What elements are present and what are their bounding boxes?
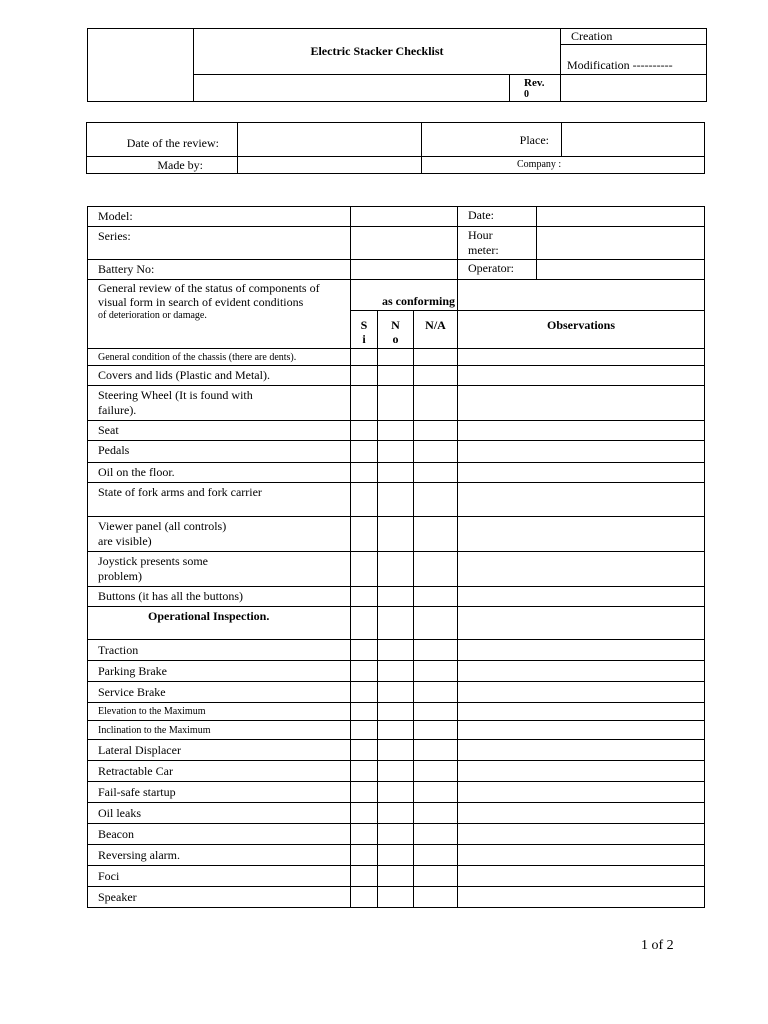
observations-field[interactable] [458, 761, 705, 782]
si-checkbox[interactable] [351, 463, 378, 483]
header-table [87, 28, 707, 102]
col-no-header [378, 311, 414, 349]
rev-number: 0 [524, 89, 529, 100]
intro-cell [88, 280, 351, 349]
intro-line-3: of deterioration or damage. [98, 310, 207, 321]
na-checkbox[interactable] [414, 607, 458, 640]
document-title: Electric Stacker Checklist [194, 29, 561, 75]
list-item [88, 386, 351, 421]
list-item: Buttons (it has all the buttons) [88, 587, 351, 607]
list-item: Beacon [88, 824, 351, 845]
list-item: Reversing alarm. [88, 845, 351, 866]
no-checkbox[interactable] [378, 703, 414, 721]
review-date-field[interactable] [238, 123, 422, 157]
na-checkbox[interactable] [414, 824, 458, 845]
list-item-line-1: Steering Wheel (It is found with [98, 388, 253, 402]
na-checkbox[interactable] [414, 682, 458, 703]
observations-field[interactable] [458, 386, 705, 421]
no-checkbox[interactable] [378, 661, 414, 682]
made-by-field[interactable] [238, 157, 422, 174]
header-subtitle-cell [194, 75, 510, 102]
na-checkbox[interactable] [414, 721, 458, 740]
no-checkbox[interactable] [378, 349, 414, 366]
na-checkbox[interactable] [414, 366, 458, 386]
na-checkbox[interactable] [414, 483, 458, 517]
date-field[interactable] [537, 207, 705, 227]
na-checkbox[interactable] [414, 761, 458, 782]
place-label-cell [422, 123, 562, 157]
made-by-label-cell [87, 157, 238, 174]
si-checkbox[interactable] [351, 661, 378, 682]
no-checkbox[interactable] [378, 517, 414, 552]
observations-field[interactable] [458, 845, 705, 866]
col-observations-header [458, 311, 705, 349]
operator-label: Operator: [458, 260, 537, 280]
observations-field[interactable] [458, 703, 705, 721]
na-checkbox[interactable] [414, 703, 458, 721]
list-item [88, 552, 351, 587]
no-checkbox[interactable] [378, 386, 414, 421]
si-checkbox[interactable] [351, 845, 378, 866]
logo-area [88, 29, 194, 102]
col-na-label: N/A [425, 318, 446, 332]
si-checkbox[interactable] [351, 703, 378, 721]
na-checkbox[interactable] [414, 782, 458, 803]
company-cell [422, 157, 705, 174]
na-checkbox[interactable] [414, 803, 458, 824]
hour-meter-label: Hour meter: [458, 227, 537, 260]
no-checkbox[interactable] [378, 463, 414, 483]
list-item: Speaker [88, 887, 351, 908]
list-item: Foci [88, 866, 351, 887]
observations-field[interactable] [458, 552, 705, 587]
list-item-line-2: failure). [98, 403, 137, 417]
na-checkbox[interactable] [414, 386, 458, 421]
observations-field[interactable] [458, 349, 705, 366]
list-item: Inclination to the Maximum [88, 721, 351, 740]
si-checkbox[interactable] [351, 349, 378, 366]
observations-field[interactable] [458, 887, 705, 908]
rev-label: Rev. [524, 77, 545, 89]
list-item: Lateral Displacer [88, 740, 351, 761]
observations-field[interactable] [458, 866, 705, 887]
date-label: Date: [458, 207, 537, 227]
observations-field[interactable] [458, 740, 705, 761]
si-checkbox[interactable] [351, 682, 378, 703]
list-item-line-1: Joystick presents some [98, 554, 208, 568]
operator-field[interactable] [537, 260, 705, 280]
place-label: Place: [519, 133, 549, 147]
observations-field[interactable] [458, 483, 705, 517]
col-no-letter-1: N [391, 318, 400, 332]
col-si-header [351, 311, 378, 349]
col-no-letter-2: o [392, 332, 399, 346]
modification-label: Modification ---------- [567, 58, 673, 72]
review-date-label-cell [87, 123, 238, 157]
observations-field[interactable] [458, 441, 705, 463]
no-checkbox[interactable] [378, 607, 414, 640]
made-by-label: Made by: [157, 158, 203, 172]
na-checkbox[interactable] [414, 517, 458, 552]
observations-field[interactable] [458, 517, 705, 552]
si-checkbox[interactable] [351, 366, 378, 386]
no-checkbox[interactable] [378, 587, 414, 607]
list-item: Fail-safe startup [88, 782, 351, 803]
observations-field[interactable] [458, 366, 705, 386]
list-item: Elevation to the Maximum [88, 703, 351, 721]
na-checkbox[interactable] [414, 845, 458, 866]
hour-meter-field[interactable] [537, 227, 705, 260]
observations-field[interactable] [458, 682, 705, 703]
list-item [88, 517, 351, 552]
no-checkbox[interactable] [378, 640, 414, 661]
rev-value-cell [561, 75, 707, 102]
observations-field[interactable] [458, 782, 705, 803]
no-checkbox[interactable] [378, 761, 414, 782]
si-checkbox[interactable] [351, 866, 378, 887]
na-checkbox[interactable] [414, 587, 458, 607]
col-observations-label: Observations [547, 318, 616, 332]
list-item: Seat [88, 421, 351, 441]
no-checkbox[interactable] [378, 421, 414, 441]
no-checkbox[interactable] [378, 366, 414, 386]
list-item: Oil on the floor. [88, 463, 351, 483]
col-si-letter-2: i [362, 332, 366, 346]
list-item: Covers and lids (Plastic and Metal). [88, 366, 351, 386]
no-checkbox[interactable] [378, 803, 414, 824]
list-item: Traction [88, 640, 351, 661]
si-checkbox[interactable] [351, 386, 378, 421]
review-date-label: Date of the review: [126, 136, 219, 150]
na-checkbox[interactable] [414, 887, 458, 908]
na-checkbox[interactable] [414, 640, 458, 661]
na-checkbox[interactable] [414, 552, 458, 587]
observations-field[interactable] [458, 661, 705, 682]
no-checkbox[interactable] [378, 740, 414, 761]
na-checkbox[interactable] [414, 866, 458, 887]
list-item-line-2: problem) [98, 569, 142, 583]
intro-line-1: General review of the status of components of [98, 281, 320, 295]
observations-field[interactable] [458, 587, 705, 607]
si-checkbox[interactable] [351, 483, 378, 517]
list-item: Retractable Car [88, 761, 351, 782]
blank-header-cell [458, 280, 705, 311]
si-checkbox[interactable] [351, 441, 378, 463]
intro-line-2: visual form in search of evident conditions [98, 295, 304, 309]
no-checkbox[interactable] [378, 441, 414, 463]
si-checkbox[interactable] [351, 552, 378, 587]
na-checkbox[interactable] [414, 463, 458, 483]
na-checkbox[interactable] [414, 740, 458, 761]
si-checkbox[interactable] [351, 517, 378, 552]
si-checkbox[interactable] [351, 640, 378, 661]
no-checkbox[interactable] [378, 782, 414, 803]
model-field[interactable] [351, 207, 458, 227]
no-checkbox[interactable] [378, 552, 414, 587]
no-checkbox[interactable] [378, 824, 414, 845]
company-label: Company : [517, 159, 562, 170]
observations-field[interactable] [458, 824, 705, 845]
na-checkbox[interactable] [414, 441, 458, 463]
battery-label: Battery No: [88, 260, 351, 280]
series-field[interactable] [351, 227, 458, 260]
na-checkbox[interactable] [414, 421, 458, 441]
si-checkbox[interactable] [351, 721, 378, 740]
si-checkbox[interactable] [351, 607, 378, 640]
si-checkbox[interactable] [351, 887, 378, 908]
si-checkbox[interactable] [351, 740, 378, 761]
na-checkbox[interactable] [414, 661, 458, 682]
series-label: Series: [88, 227, 351, 260]
list-item-line-2: are visible) [98, 534, 152, 548]
list-item: Oil leaks [88, 803, 351, 824]
observations-field[interactable] [458, 421, 705, 441]
place-field[interactable] [562, 123, 705, 157]
list-item: General condition of the chassis (there are dents). [88, 349, 351, 366]
list-item: Pedals [88, 441, 351, 463]
no-checkbox[interactable] [378, 721, 414, 740]
battery-field[interactable] [351, 260, 458, 280]
operational-heading: Operational Inspection. [88, 607, 351, 640]
list-item: State of fork arms and fork carrier [88, 483, 351, 517]
page-number: 1 of 2 [641, 938, 674, 953]
as-conforming-header [351, 280, 458, 311]
no-checkbox[interactable] [378, 682, 414, 703]
no-checkbox[interactable] [378, 866, 414, 887]
review-table [86, 122, 705, 174]
observations-field[interactable] [458, 803, 705, 824]
si-checkbox[interactable] [351, 803, 378, 824]
rev-cell [510, 75, 561, 102]
col-si-letter-1: S [360, 318, 368, 332]
observations-field[interactable] [458, 721, 705, 740]
si-checkbox[interactable] [351, 824, 378, 845]
col-na-header [414, 311, 458, 349]
checklist-table [87, 206, 705, 908]
creation-label: Creation [561, 29, 706, 45]
list-item: Parking Brake [88, 661, 351, 682]
list-item-line-1: Viewer panel (all controls) [98, 519, 227, 533]
creation-modification-cell [561, 29, 707, 75]
as-conforming-label: as conforming [382, 294, 456, 308]
na-checkbox[interactable] [414, 349, 458, 366]
si-checkbox[interactable] [351, 782, 378, 803]
observations-field[interactable] [458, 607, 705, 640]
model-label: Model: [88, 207, 351, 227]
si-checkbox[interactable] [351, 587, 378, 607]
si-checkbox[interactable] [351, 761, 378, 782]
no-checkbox[interactable] [378, 845, 414, 866]
no-checkbox[interactable] [378, 483, 414, 517]
list-item: Service Brake [88, 682, 351, 703]
observations-field[interactable] [458, 463, 705, 483]
observations-field[interactable] [458, 640, 705, 661]
no-checkbox[interactable] [378, 887, 414, 908]
si-checkbox[interactable] [351, 421, 378, 441]
